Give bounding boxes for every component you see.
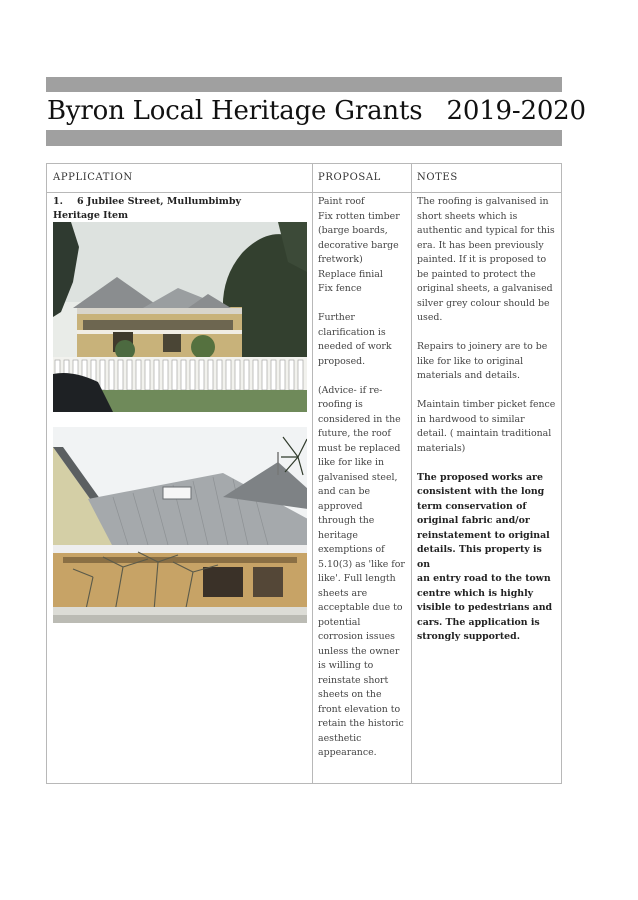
- header-bar-top: [46, 77, 562, 92]
- item-address: 6 Jubilee Street, Mullumbimby: [77, 196, 241, 207]
- header-bar-bottom: [46, 130, 562, 146]
- proposal-paragraph: Further clarification is needed of work proposed.: [318, 312, 392, 367]
- header-application: APPLICATION: [53, 172, 133, 183]
- proposal-paragraph: (Advice- if re- roofing is considered in the future, the roof must be replaced like for like in galvanised steel, and can be approved through the heritage exemptions of 5.10(3) as 'like for like'. Full length sheets are acceptable due to potential corrosion issues unless the owner is willing to reinstate short sheets on the front elevation to retain the historic aesthetic appearance.: [318, 384, 405, 758]
- header-notes: NOTES: [417, 172, 458, 183]
- item-category: Heritage Item: [53, 210, 129, 221]
- notes-summary: The proposed works are consistent with the long term conservation of original fabric and/or reinstatement to original details. This property is on an entry road to the town centre which is highly visible to pedestrians and cars. The application is strongly supported.: [417, 471, 553, 642]
- notes-paragraph: The roofing is galvanised in short sheets which is authentic and typical for this era. It has been previously painted. If it is proposed to be painted to protect the original sheets, a galvanised silver grey colour should be used.: [417, 196, 555, 323]
- item-number: 1.: [53, 196, 63, 207]
- notes-paragraph: Repairs to joinery are to be like for like to original materials and details.: [417, 341, 548, 381]
- grant-table: [46, 163, 562, 784]
- house-front-photo: [53, 222, 307, 412]
- proposal-column: [318, 195, 408, 775]
- house-roof-photo: [53, 427, 307, 623]
- column-divider: [312, 164, 313, 783]
- page-title: Byron Local Heritage Grants 2019-2020: [47, 96, 586, 126]
- notes-column: [417, 195, 557, 659]
- table-header-divider: [47, 192, 561, 193]
- application-heading: [53, 195, 308, 223]
- notes-paragraph: Maintain timber picket fence in hardwood to similar detail. ( maintain traditional materials): [417, 399, 556, 454]
- column-divider: [411, 164, 412, 783]
- proposal-paragraph: Paint roof Fix rotten timber (barge boards, decorative barge fretwork) Replace finial Fix fence: [318, 196, 400, 294]
- header-proposal: PROPOSAL: [318, 172, 381, 183]
